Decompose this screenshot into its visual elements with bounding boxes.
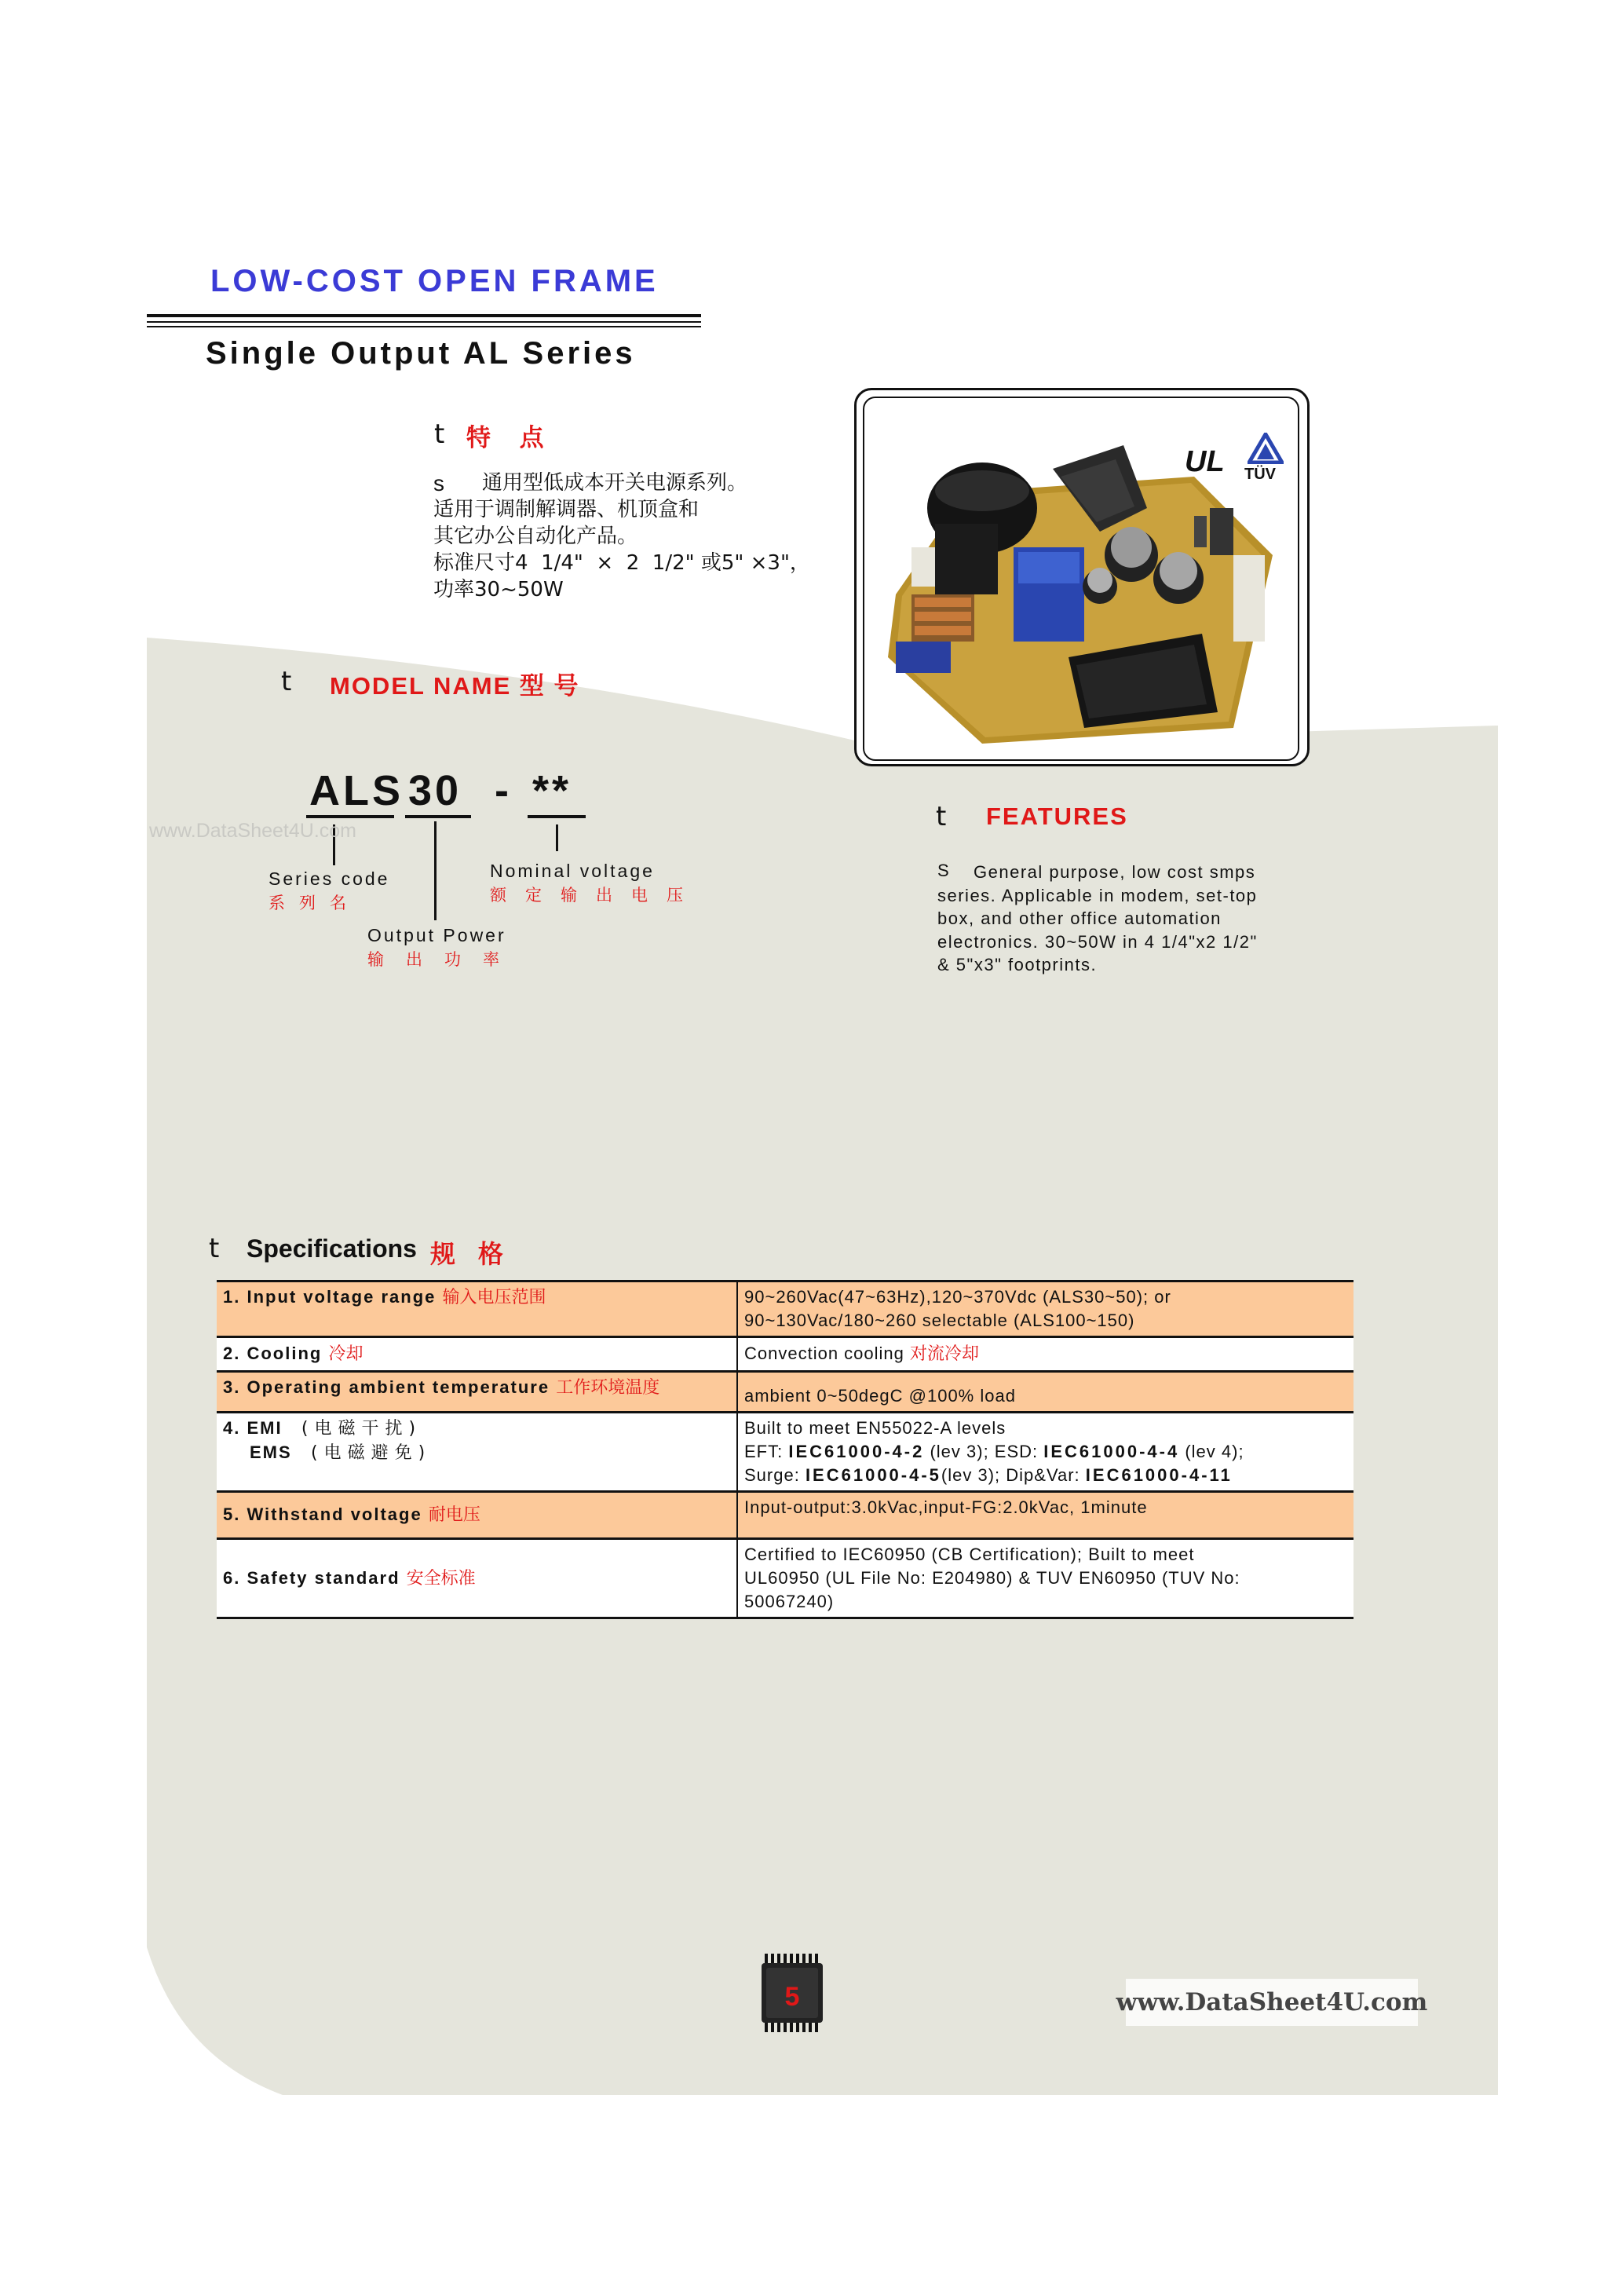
header-rule-bottom	[147, 326, 701, 327]
product-photo	[863, 397, 1299, 761]
spec-value: Input-output:3.0kVac,input-FG:2.0kVac, 1minute	[737, 1492, 1353, 1539]
voltage-connector	[556, 824, 558, 851]
header-rule-middle	[147, 321, 701, 323]
cn-feature-line: 通用型低成本开关电源系列。	[482, 471, 748, 495]
power-supply-board-image	[864, 398, 1298, 759]
page-number: 5	[784, 1982, 800, 2012]
spec-value: 90~260Vac(47~63Hz),120~370Vdc (ALS30~50); or 90~130Vac/180~260 selectable (ALS100~150)	[737, 1281, 1353, 1337]
spec-row-emi-ems	[217, 1413, 1353, 1492]
spec-label: 4. EMI (电磁干扰) EMS (电磁避免)	[217, 1413, 737, 1492]
spec-label: 1. Input voltage range 输入电压范围	[217, 1281, 737, 1337]
series-code-label-cn: 系列名	[269, 894, 360, 912]
spec-label: 5. Withstand voltage 耐电压	[217, 1492, 737, 1539]
series-title: Single Output AL Series	[206, 336, 636, 371]
features-heading: FEATURES	[986, 803, 1128, 830]
ul-certification-mark: UL	[1185, 445, 1225, 478]
tuv-certification-mark: TÜV	[1244, 466, 1276, 483]
model-name-bullet: t	[281, 666, 292, 697]
cn-features-text	[433, 470, 810, 603]
header-rule-top	[147, 314, 701, 317]
power-connector	[434, 821, 437, 920]
tuv-triangle-icon	[1248, 433, 1284, 464]
cn-features-bullet: t	[434, 419, 445, 450]
spec-value: Certified to IEC60950 (CB Certification); Built to meet UL60950 (UL File No: E204980) & TUV EN60950 (TUV No: 50067240)	[737, 1539, 1353, 1618]
spec-row-input-voltage	[217, 1281, 1353, 1337]
output-power-label: Output Power	[367, 925, 506, 945]
features-text	[937, 861, 1258, 977]
cn-features-heading: 特 点	[466, 424, 555, 452]
spec-value: Convection cooling 对流冷却	[737, 1337, 1353, 1372]
spec-value: ambient 0~50degC @100% load	[737, 1372, 1353, 1413]
category-title: LOW-COST OPEN FRAME	[210, 264, 659, 298]
specs-bullet: t	[209, 1233, 220, 1264]
datasheet4u-logo[interactable]: www.DataSheet4U.com	[1126, 1979, 1418, 2026]
output-power-label-cn: 输出功率	[367, 950, 521, 969]
nominal-voltage-label-cn: 额定输出电压	[490, 886, 702, 905]
spec-row-withstand-voltage	[217, 1492, 1353, 1539]
spec-row-operating-temperature	[217, 1372, 1353, 1413]
cn-features-s-mark: s	[433, 471, 444, 495]
model-voltage-code: **	[532, 767, 572, 814]
cn-feature-line: 适用于调制解调器、机顶盒和	[433, 498, 700, 521]
specs-heading: Specifications	[247, 1234, 417, 1263]
spec-label: 6. Safety standard 安全标准	[217, 1539, 737, 1618]
model-power-code: 30	[408, 767, 462, 814]
model-series-code: ALS	[309, 767, 404, 814]
cn-feature-line: 功率30~50W	[433, 578, 564, 601]
feature-line: electronics. 30~50W in 4 1/4"x2 1/2"	[937, 931, 1258, 952]
model-dash: -	[495, 767, 512, 814]
spec-row-safety-standard	[217, 1539, 1353, 1618]
power-underline	[405, 815, 471, 818]
product-photo-frame	[854, 388, 1310, 766]
feature-line: box, and other office automation	[937, 909, 1222, 928]
voltage-underline	[528, 815, 586, 818]
series-underline	[306, 815, 394, 818]
features-bullet: t	[936, 801, 947, 832]
spec-row-cooling	[217, 1337, 1353, 1372]
spec-value: Built to meet EN55022-A levels EFT: IEC61000-4-2 (lev 3); ESD: IEC61000-4-4 (lev 4); Surge: IEC61000-4-5(lev 3); Dip&Var: IEC61000-4-11	[737, 1413, 1353, 1492]
feature-line: General purpose, low cost smps	[974, 862, 1256, 882]
spec-label: 2. Cooling 冷却	[217, 1337, 737, 1372]
spec-label: 3. Operating ambient temperature 工作环境温度	[217, 1372, 737, 1413]
cn-feature-line: 标准尺寸4 1/4" × 2 1/2" 或5" ×3"，	[433, 551, 810, 575]
series-code-label: Series code	[269, 868, 390, 889]
specs-heading-cn: 规 格	[430, 1240, 511, 1268]
features-s-mark: S	[937, 861, 949, 880]
nominal-voltage-label: Nominal voltage	[490, 861, 655, 881]
feature-line: & 5"x3" footprints.	[937, 955, 1098, 974]
cn-feature-line: 其它办公自动化产品。	[433, 525, 638, 548]
watermark-text: www.DataSheet4U.com	[149, 820, 357, 842]
specifications-table	[217, 1280, 1353, 1619]
feature-line: series. Applicable in modem, set-top	[937, 885, 1258, 905]
model-name-heading: MODEL NAME 型 号	[330, 672, 580, 700]
